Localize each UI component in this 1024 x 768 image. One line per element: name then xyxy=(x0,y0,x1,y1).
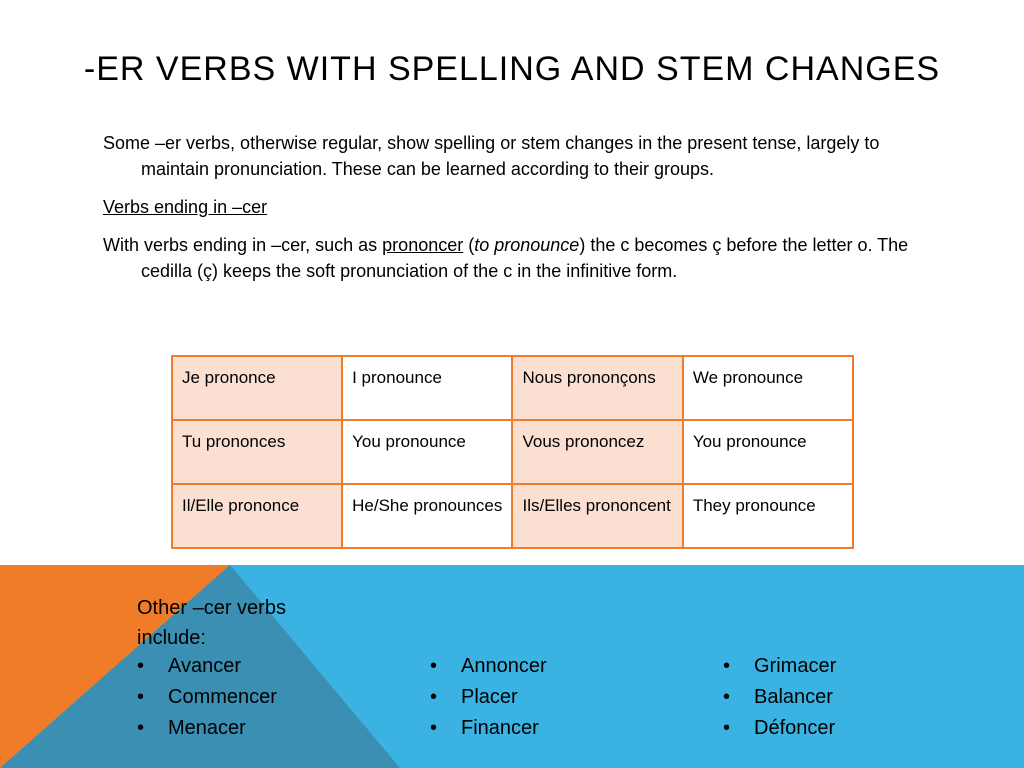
conjugation-table xyxy=(171,355,854,549)
rule-ending: –cer xyxy=(271,235,306,255)
table-cell-french: Ils/Elles prononcent xyxy=(512,484,682,548)
other-verbs-column-2 xyxy=(430,651,547,744)
table-cell-english: I pronounce xyxy=(342,356,512,420)
list-item: • Menacer xyxy=(137,713,277,744)
list-item: • Financer xyxy=(430,713,547,744)
list-item: • Avancer xyxy=(137,651,277,682)
table-cell-french: Je prononce xyxy=(172,356,342,420)
table-cell-french: Vous prononcez xyxy=(512,420,682,484)
other-verbs-heading: Other –cer verbs include: xyxy=(137,597,286,649)
table-row xyxy=(172,356,853,420)
rule-text-1: With verbs ending in xyxy=(103,235,272,255)
table-cell-english: They pronounce xyxy=(683,484,853,548)
list-item: • Annoncer xyxy=(430,651,547,682)
rule-letter-cedilla: ç xyxy=(712,235,722,255)
rule-paragraph xyxy=(103,232,923,284)
table-cell-french: Il/Elle prononce xyxy=(172,484,342,548)
rule-text-2: , such as xyxy=(305,235,383,255)
table-row xyxy=(172,484,853,548)
rule-letter-c: c xyxy=(620,235,630,255)
table-cell-french: Tu prononces xyxy=(172,420,342,484)
list-item: • Commencer xyxy=(137,682,277,713)
rule-text-5: becomes xyxy=(629,235,713,255)
other-verbs-column-1 xyxy=(137,651,277,744)
list-item: • Balancer xyxy=(723,682,836,713)
table-cell-english: We pronounce xyxy=(683,356,853,420)
list-item: • Placer xyxy=(430,682,547,713)
slide-title: -ER VERBS WITH SPELLING AND STEM CHANGES xyxy=(83,50,941,88)
list-item: • Grimacer xyxy=(723,651,836,682)
table-row xyxy=(172,420,853,484)
rule-text-4: ) the xyxy=(579,235,621,255)
table-cell-english: You pronounce xyxy=(683,420,853,484)
rule-example-verb: prononcer xyxy=(382,235,464,255)
rule-text-3: ( xyxy=(463,235,475,255)
intro-paragraph: Some –er verbs, otherwise regular, show spelling or stem changes in the present tense, largely to maintain pronunciation. These can be learned according to their groups. xyxy=(103,133,880,179)
body-text xyxy=(103,130,923,296)
table-cell-english: He/She pronounces xyxy=(342,484,512,548)
section-label-text: Verbs ending in xyxy=(103,197,233,217)
other-verbs-column-3 xyxy=(723,651,836,744)
rule-text-6: before the letter o. The cedilla (ç) keeps the soft pronunciation of the c in the infinitive form. xyxy=(141,235,909,281)
table-cell-french: Nous prononçons xyxy=(512,356,682,420)
rule-translation: to pronounce xyxy=(474,235,580,255)
table-cell-english: You pronounce xyxy=(342,420,512,484)
list-item: • Défoncer xyxy=(723,713,836,744)
section-label xyxy=(103,194,923,220)
section-label-ending: –cer xyxy=(232,197,268,217)
